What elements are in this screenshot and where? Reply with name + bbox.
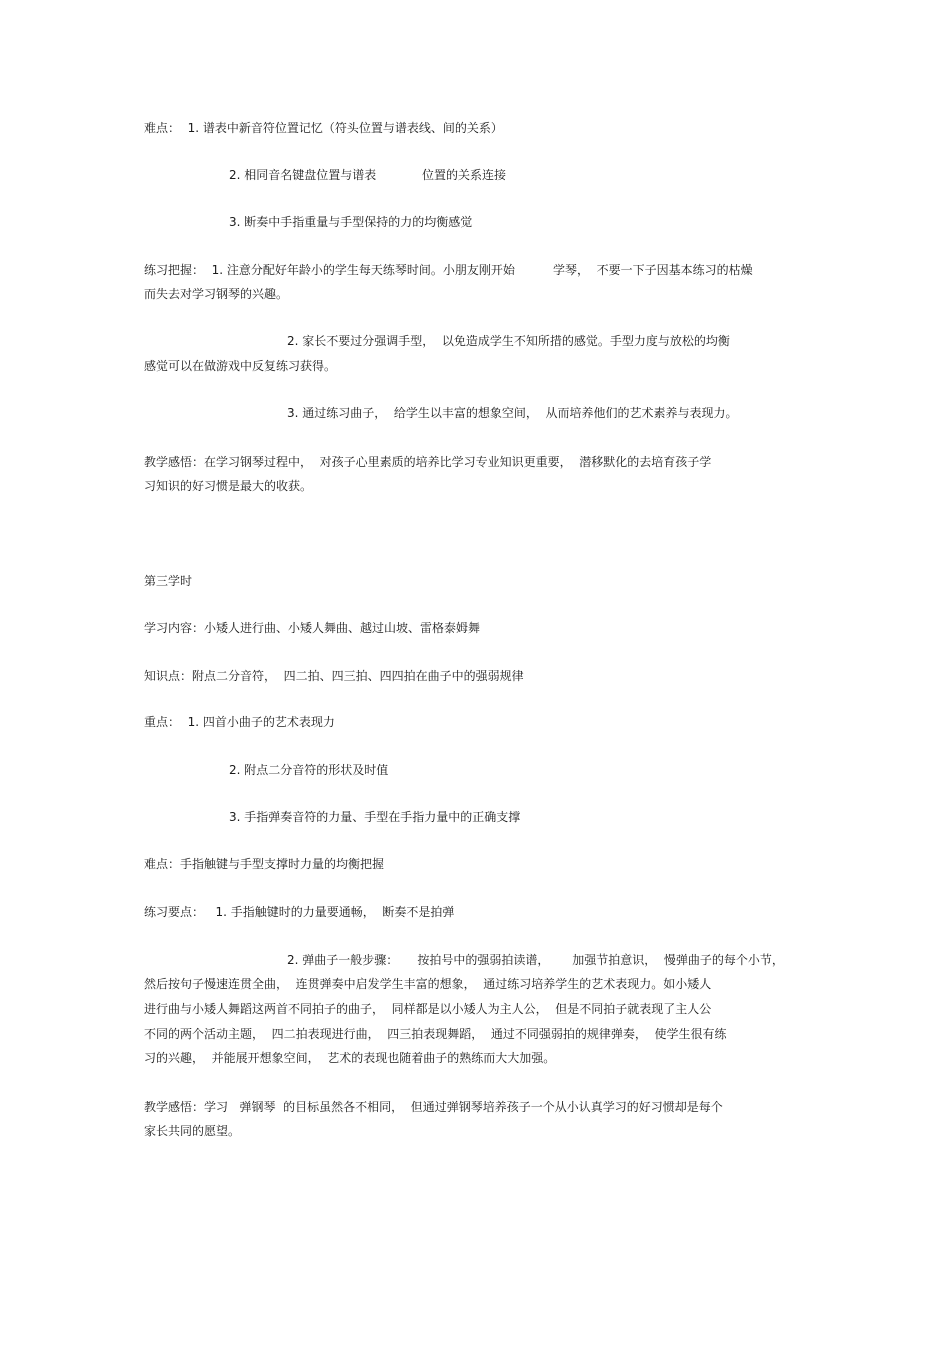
difficulty-2: 难点：手指触键与手型支撑时力量的均衡把握 <box>144 857 385 871</box>
learning-content: 学习内容：小矮人进行曲、小矮人舞曲、越过山坡、雷格泰姆舞 <box>144 621 481 635</box>
practice-essentials-2-cont-3: 不同的两个活动主题， 四二拍表现进行曲， 四三拍表现舞蹈， 通过不同强弱拍的规律弹奏， 使学生很有练 <box>144 1027 727 1041</box>
teaching-reflection-2: 教学感悟：学习 弹钢琴 的目标虽然各不相同， 但通过弹钢琴培养孩子一个从小认真学习的好习惯却是每个 <box>144 1100 723 1114</box>
practice-grasp-point-2-cont: 感觉可以在做游戏中反复练习获得。 <box>144 359 337 373</box>
section-title: 第三学时 <box>144 574 193 588</box>
teaching-reflection-2-cont: 家长共同的愿望。 <box>144 1124 241 1138</box>
key-point-3: 3. 手指弹奏音符的力量、手型在手指力量中的正确支撑 <box>229 810 521 824</box>
practice-essentials-1: 练习要点： 1. 手指触键时的力量要通畅， 断奏不是拍弹 <box>144 905 455 919</box>
practice-grasp-point-1-cont: 而失去对学习钢琴的兴趣。 <box>144 287 289 301</box>
practice-grasp-point-1: 练习把握： 1. 注意分配好年龄小的学生每天练琴时间。小朋友刚开始 学琴， 不要一下子因基本练习的枯燥 <box>144 263 753 277</box>
teaching-reflection: 教学感悟：在学习钢琴过程中， 对孩子心里素质的培养比学习专业知识更重要， 潜移默化的去培育孩子学 <box>144 455 712 469</box>
practice-essentials-2: 2. 弹曲子一般步骤： 按拍号中的强弱拍读谱， 加强节拍意识， 慢弹曲子的每个小节， <box>287 953 784 967</box>
difficulty-point-2: 2. 相同音名键盘位置与谱表 位置的关系连接 <box>229 168 507 182</box>
practice-essentials-2-cont-4: 习的兴趣， 并能展开想象空间， 艺术的表现也随着曲子的熟练而大大加强。 <box>144 1051 556 1065</box>
practice-grasp-point-3: 3. 通过练习曲子， 给学生以丰富的想象空间， 从而培养他们的艺术素养与表现力。 <box>287 406 738 420</box>
key-point-1: 重点： 1. 四首小曲子的艺术表现力 <box>144 715 335 729</box>
teaching-reflection-cont: 习知识的好习惯是最大的收获。 <box>144 479 313 493</box>
practice-essentials-2-cont-2: 进行曲与小矮人舞蹈这两首不同拍子的曲子， 同样都是以小矮人为主人公， 但是不同拍子就表现了主人公 <box>144 1002 712 1016</box>
difficulty-point-1: 难点： 1. 谱表中新音符位置记忆（符头位置与谱表线、间的关系） <box>144 121 503 135</box>
knowledge-points: 知识点：附点二分音符， 四二拍、四三拍、四四拍在曲子中的强弱规律 <box>144 669 524 683</box>
key-point-2: 2. 附点二分音符的形状及时值 <box>229 763 389 777</box>
difficulty-point-3: 3. 断奏中手指重量与手型保持的力的均衡感觉 <box>229 215 473 229</box>
practice-grasp-point-2: 2. 家长不要过分强调手型， 以免造成学生不知所措的感觉。手型力度与放松的均衡 <box>287 334 730 348</box>
practice-essentials-2-cont-1: 然后按句子慢速连贯全曲， 连贯弹奏中启发学生丰富的想象， 通过练习培养学生的艺术表现力。如小矮人 <box>144 977 712 991</box>
